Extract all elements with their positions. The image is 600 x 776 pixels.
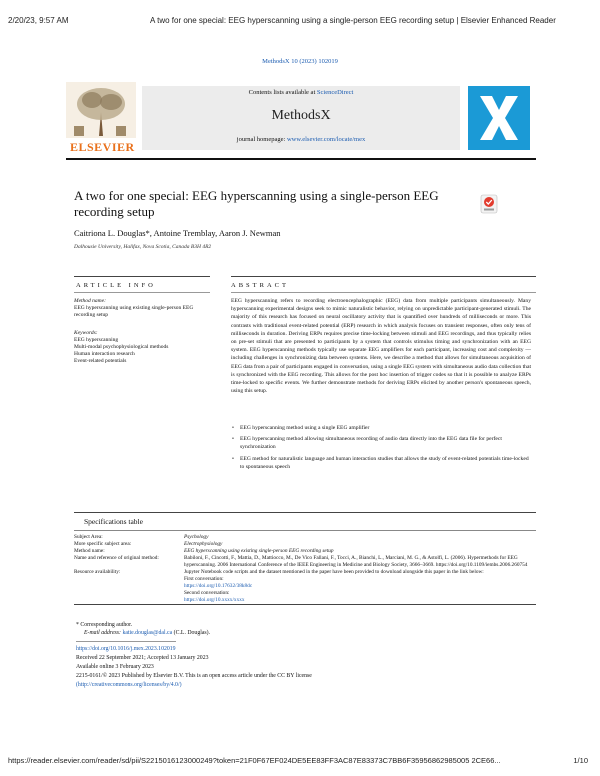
article-doi-link[interactable]: https://doi.org/10.1016/j.mex.2023.102019 bbox=[76, 646, 176, 652]
print-header bbox=[0, 0, 600, 30]
method-name-block bbox=[74, 298, 214, 319]
article-info-heading: ARTICLE INFO bbox=[76, 282, 156, 289]
print-url: https://reader.elsevier.com/reader/sd/pii/S2215016123000249?token=21F0F67EF024DE5EE83FF3AC87E83373C7BB6F35956862985005 2CE66... bbox=[8, 756, 501, 765]
table-row: Second conversation: bbox=[184, 590, 230, 596]
table-row: Resource availability: Jupyter Notebook code scripts and the dataset mentioned in the paper have been provided to download alongside this paper in the link below: bbox=[74, 569, 484, 575]
abstract-heading: ABSTRACT bbox=[231, 282, 289, 289]
journal-info-box bbox=[142, 86, 460, 150]
check-for-updates-icon[interactable] bbox=[480, 194, 498, 214]
footnote-rule bbox=[76, 641, 176, 642]
dataset-link-1[interactable]: https://doi.org/10.17632/38k8dc bbox=[184, 583, 253, 589]
keyword-item: Event-related potentials bbox=[74, 358, 127, 364]
abstract-subrule bbox=[231, 292, 536, 293]
journal-homepage-line: journal homepage: www.elsevier.com/locate/mex bbox=[236, 136, 366, 143]
keywords-label: Keywords: bbox=[74, 330, 98, 336]
keywords-block bbox=[74, 330, 214, 365]
journal-masthead bbox=[66, 82, 536, 154]
method-name-value: EEG hyperscanning using existing single-person EEG recording setup bbox=[74, 305, 194, 318]
highlight-item: • EEG method for naturalistic language and human interaction studies that allows the study of event-related potentials time-locked to spontaneous speech bbox=[231, 455, 531, 471]
highlight-item: • EEG hyperscanning method allowing simultaneous recording of audio data directly into the EEG data file for perfect synchronization bbox=[231, 435, 531, 451]
methodsx-x-logo bbox=[468, 86, 530, 150]
table-row: More specific subject area: Electrophysiology bbox=[74, 541, 223, 547]
highlights-list bbox=[231, 424, 531, 474]
specifications-heading: Specifications table bbox=[84, 517, 143, 526]
print-page-number: 1/10 bbox=[573, 756, 588, 765]
keyword-item: Multi-modal psychophysiological methods bbox=[74, 344, 169, 350]
journal-name: MethodsX bbox=[271, 108, 331, 123]
article-title: A two for one special: EEG hyperscanning using a single-person EEG recording setup bbox=[74, 188, 439, 219]
article-info-rule bbox=[74, 276, 210, 277]
abstract-rule bbox=[231, 276, 536, 277]
print-page-title: A two for one special: EEG hyperscanning using a single-person EEG recording setup | Elsevier Enhanced Reader bbox=[150, 16, 556, 25]
article-doi bbox=[76, 646, 176, 654]
elsevier-wordmark: ELSEVIER bbox=[70, 140, 135, 154]
spec-bottom-rule bbox=[74, 604, 536, 605]
article-info-subrule bbox=[74, 292, 210, 293]
table-row: Method name: EEG hyperscanning using existing single-person EEG recording setup bbox=[74, 548, 334, 554]
abstract-text: EEG hyperscanning refers to recording electroencephalographic (EEG) data from multiple participants simultaneously. Many hyperscanning experimental designs seek to mimic naturalistic behavior, relying on unpredictable participant-generated stimuli. The majority of this research has focused on neural oscillatory activity that is quantified over hundreds of milliseconds or more. This contrasts with traditional event-related potential (ERP) research in which analysis focuses on transient responses, often only tens of milliseconds in duration. Deriving ERPs requires precise time-locking between stimuli and EEG recordings, and thus typically relies on pre-set stimuli that are presented to participants by a system that controls stimulus timing and synchronization with an EEG system. EEG hyperscanning methods typically use separate EEG amplifiers for each participant, increasing cost and complexity — including challenges in synchronizing data between systems. Here, we describe a method that allows for simultaneous acquisition of EEG data from a pair of participants engaged in conversation, using a single EEG system with simultaneous audio data collection that is synchronized with the EEG recording. This allows for the post hoc insertion of trigger codes so that it is possible to analyze ERPs time-locked to specific events. We further demonstrate methods for deriving ERPs elicited by another person's spontaneous speech, using this setup. bbox=[231, 298, 531, 395]
spec-header-rule bbox=[74, 530, 536, 531]
journal-homepage-link[interactable]: www.elsevier.com/locate/mex bbox=[286, 136, 366, 143]
article-authors[interactable]: Caitriona L. Douglas*, Antoine Tremblay, Aaron J. Newman bbox=[74, 228, 281, 238]
masthead-rule bbox=[66, 158, 536, 160]
keyword-item: EEG hyperscanning bbox=[74, 337, 119, 343]
table-row: First conversation: bbox=[184, 576, 224, 582]
license-line: 2215-0161/© 2023 Published by Elsevier B.V. This is an open access article under the CC BY license bbox=[76, 673, 312, 679]
specifications-table bbox=[74, 534, 536, 604]
corresponding-author-note: * Corresponding author. bbox=[76, 622, 133, 628]
table-row: Subject Area: Psychology bbox=[74, 534, 209, 540]
available-online: Available online 3 February 2023 bbox=[76, 664, 154, 670]
table-row bbox=[74, 583, 536, 590]
author-affiliation: Dalhousie University, Halifax, Nova Scotia, Canada B3H 4R2 bbox=[74, 244, 212, 250]
contents-line: Contents lists available at ScienceDirect bbox=[248, 89, 354, 96]
license-link: (http://creativecommons.org/licenses/by/4.0/) bbox=[76, 682, 182, 688]
sciencedirect-link[interactable]: ScienceDirect bbox=[316, 89, 354, 96]
email-line: E-mail address: katie.douglas@dal.ca (C.L. Douglas). bbox=[84, 630, 211, 636]
table-row bbox=[74, 597, 536, 604]
keyword-item: Human interaction research bbox=[74, 351, 135, 357]
journal-citation[interactable]: MethodsX 10 (2023) 102019 bbox=[262, 58, 338, 65]
highlight-item: • EEG hyperscanning method using a single EEG amplifier bbox=[231, 424, 531, 432]
method-name-label: Method name: bbox=[74, 298, 106, 304]
table-row: Name and reference of original method: Babiloni, F., Cincotti, F., Mattia, D., Mattiocco, M., De Vico Fallani, F., Tocci, A., Bianchi, L., Marciani, M. G., & Astolfi, L. (2006). Hypermethods for EEG hyperscanning. 2006 International Conference of the IEEE Engineering in Medicine and Biology Society, 3666–3669. https://doi.org/10.1109/iembs.2006.260754 bbox=[74, 555, 528, 568]
spec-top-rule bbox=[74, 512, 536, 513]
dataset-link-2[interactable]: https://doi.org/10.xxxx/xxxx bbox=[184, 597, 245, 603]
author-email-link[interactable]: katie.douglas@dal.ca bbox=[122, 630, 173, 636]
print-datetime: 2/20/23, 9:57 AM bbox=[8, 16, 69, 25]
received-dates: Received 22 September 2021; Accepted 13 January 2023 bbox=[76, 655, 209, 661]
